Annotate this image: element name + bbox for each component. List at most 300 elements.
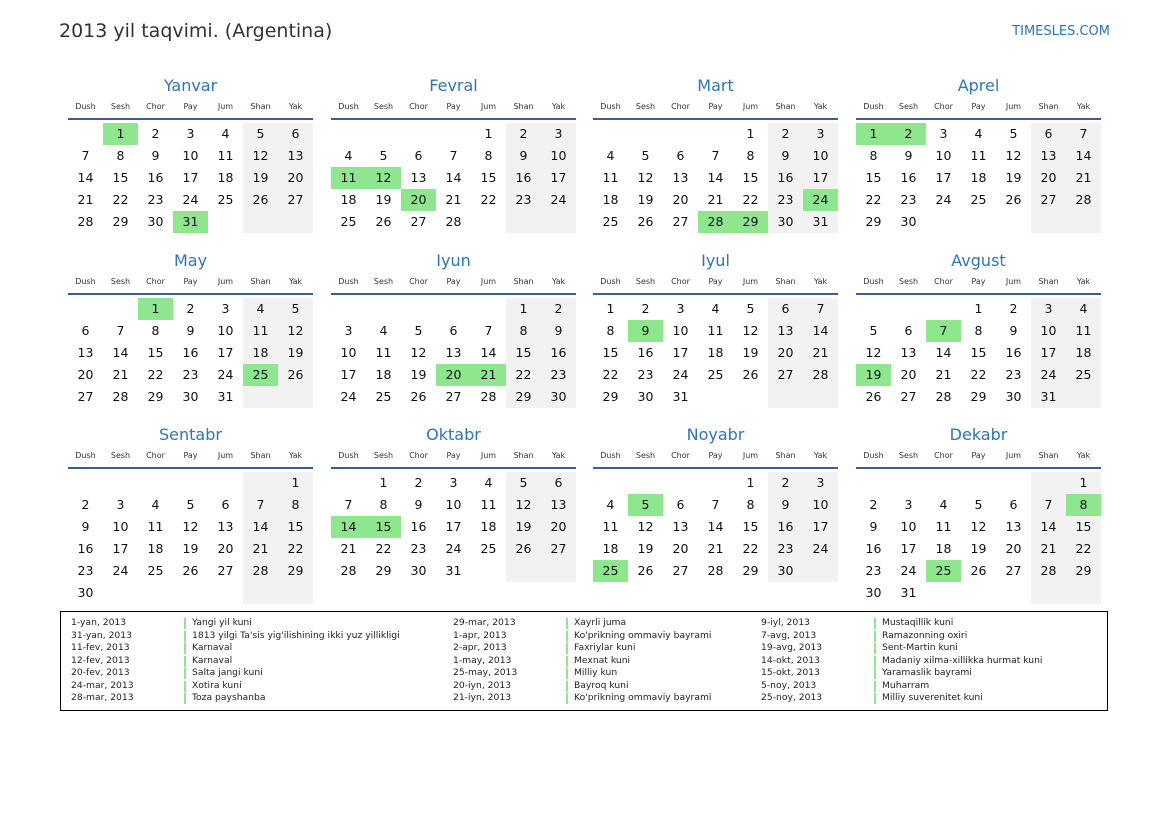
day-cell[interactable]: 27 bbox=[278, 189, 313, 211]
day-cell[interactable]: 20 bbox=[900, 367, 917, 382]
day-cell[interactable]: 23 bbox=[182, 367, 199, 382]
day-cell[interactable]: 9 bbox=[506, 145, 541, 167]
holiday-day-cell[interactable]: 5 bbox=[628, 494, 663, 516]
day-cell[interactable]: 12 bbox=[243, 145, 278, 167]
day-cell[interactable]: 17 bbox=[445, 519, 462, 534]
day-cell[interactable]: 13 bbox=[672, 519, 689, 534]
day-cell[interactable]: 29 bbox=[147, 389, 164, 404]
day-cell[interactable]: 16 bbox=[506, 167, 541, 189]
day-cell[interactable]: 3 bbox=[541, 123, 576, 145]
day-cell[interactable]: 20 bbox=[1031, 167, 1066, 189]
day-cell[interactable]: 21 bbox=[707, 192, 724, 207]
day-cell[interactable]: 3 bbox=[116, 497, 125, 512]
day-cell[interactable]: 30 bbox=[637, 389, 654, 404]
day-cell[interactable]: 2 bbox=[506, 123, 541, 145]
day-cell[interactable]: 28 bbox=[445, 214, 462, 229]
day-cell[interactable]: 27 bbox=[672, 214, 689, 229]
day-cell[interactable]: 10 bbox=[445, 497, 462, 512]
day-cell[interactable]: 17 bbox=[541, 167, 576, 189]
holiday-day-cell[interactable]: 1 bbox=[856, 123, 891, 145]
day-cell[interactable]: 14 bbox=[803, 320, 838, 342]
day-cell[interactable]: 20 bbox=[1005, 541, 1022, 556]
day-cell[interactable]: 27 bbox=[768, 364, 803, 386]
day-cell[interactable]: 21 bbox=[1031, 538, 1066, 560]
day-cell[interactable]: 25 bbox=[217, 192, 234, 207]
day-cell[interactable]: 15 bbox=[480, 170, 497, 185]
day-cell[interactable]: 13 bbox=[541, 494, 576, 516]
day-cell[interactable]: 30 bbox=[147, 214, 164, 229]
day-cell[interactable]: 23 bbox=[900, 192, 917, 207]
day-cell[interactable]: 18 bbox=[602, 541, 619, 556]
day-cell[interactable]: 21 bbox=[803, 342, 838, 364]
day-cell[interactable]: 30 bbox=[77, 585, 94, 600]
day-cell[interactable]: 5 bbox=[186, 497, 195, 512]
day-cell[interactable]: 27 bbox=[410, 214, 427, 229]
day-cell[interactable]: 18 bbox=[602, 192, 619, 207]
day-cell[interactable]: 26 bbox=[865, 389, 882, 404]
holiday-day-cell[interactable]: 21 bbox=[471, 364, 506, 386]
day-cell[interactable]: 7 bbox=[116, 323, 125, 338]
day-cell[interactable]: 26 bbox=[742, 367, 759, 382]
day-cell[interactable]: 14 bbox=[1031, 516, 1066, 538]
day-cell[interactable]: 5 bbox=[1009, 126, 1018, 141]
day-cell[interactable]: 27 bbox=[1031, 189, 1066, 211]
day-cell[interactable]: 18 bbox=[340, 192, 357, 207]
day-cell[interactable]: 5 bbox=[379, 148, 388, 163]
day-cell[interactable]: 13 bbox=[445, 345, 462, 360]
day-cell[interactable]: 29 bbox=[865, 214, 882, 229]
holiday-day-cell[interactable]: 20 bbox=[436, 364, 471, 386]
day-cell[interactable]: 30 bbox=[182, 389, 199, 404]
day-cell[interactable]: 12 bbox=[865, 345, 882, 360]
day-cell[interactable]: 18 bbox=[1066, 342, 1101, 364]
day-cell[interactable]: 26 bbox=[375, 214, 392, 229]
day-cell[interactable]: 3 bbox=[344, 323, 353, 338]
day-cell[interactable]: 30 bbox=[410, 563, 427, 578]
day-cell[interactable]: 12 bbox=[410, 345, 427, 360]
day-cell[interactable]: 17 bbox=[112, 541, 129, 556]
day-cell[interactable]: 16 bbox=[541, 342, 576, 364]
day-cell[interactable]: 14 bbox=[935, 345, 952, 360]
day-cell[interactable]: 8 bbox=[974, 323, 983, 338]
day-cell[interactable]: 28 bbox=[243, 560, 278, 582]
day-cell[interactable]: 4 bbox=[606, 497, 615, 512]
day-cell[interactable]: 21 bbox=[243, 538, 278, 560]
day-cell[interactable]: 11 bbox=[375, 345, 392, 360]
day-cell[interactable]: 26 bbox=[637, 214, 654, 229]
day-cell[interactable]: 16 bbox=[1005, 345, 1022, 360]
day-cell[interactable]: 14 bbox=[480, 345, 497, 360]
day-cell[interactable]: 9 bbox=[81, 519, 90, 534]
holiday-day-cell[interactable]: 12 bbox=[366, 167, 401, 189]
day-cell[interactable]: 3 bbox=[676, 301, 685, 316]
day-cell[interactable]: 22 bbox=[742, 192, 759, 207]
day-cell[interactable]: 5 bbox=[869, 323, 878, 338]
day-cell[interactable]: 15 bbox=[506, 342, 541, 364]
day-cell[interactable]: 17 bbox=[803, 516, 838, 538]
day-cell[interactable]: 13 bbox=[278, 145, 313, 167]
day-cell[interactable]: 12 bbox=[506, 494, 541, 516]
day-cell[interactable]: 4 bbox=[606, 148, 615, 163]
day-cell[interactable]: 2 bbox=[414, 475, 423, 490]
day-cell[interactable]: 28 bbox=[1066, 189, 1101, 211]
day-cell[interactable]: 14 bbox=[1066, 145, 1101, 167]
day-cell[interactable]: 23 bbox=[768, 538, 803, 560]
holiday-day-cell[interactable]: 2 bbox=[891, 123, 926, 145]
day-cell[interactable]: 7 bbox=[484, 323, 493, 338]
day-cell[interactable]: 20 bbox=[217, 541, 234, 556]
day-cell[interactable]: 10 bbox=[541, 145, 576, 167]
day-cell[interactable]: 23 bbox=[506, 189, 541, 211]
day-cell[interactable]: 6 bbox=[541, 472, 576, 494]
day-cell[interactable]: 11 bbox=[147, 519, 164, 534]
day-cell[interactable]: 1 bbox=[746, 126, 755, 141]
day-cell[interactable]: 13 bbox=[217, 519, 234, 534]
day-cell[interactable]: 12 bbox=[182, 519, 199, 534]
day-cell[interactable]: 8 bbox=[506, 320, 541, 342]
day-cell[interactable]: 5 bbox=[278, 298, 313, 320]
day-cell[interactable]: 10 bbox=[1031, 320, 1066, 342]
day-cell[interactable]: 20 bbox=[77, 367, 94, 382]
day-cell[interactable]: 16 bbox=[410, 519, 427, 534]
day-cell[interactable]: 25 bbox=[970, 192, 987, 207]
day-cell[interactable]: 12 bbox=[970, 519, 987, 534]
day-cell[interactable]: 10 bbox=[340, 345, 357, 360]
day-cell[interactable]: 14 bbox=[112, 345, 129, 360]
day-cell[interactable]: 22 bbox=[480, 192, 497, 207]
day-cell[interactable]: 4 bbox=[939, 497, 948, 512]
day-cell[interactable]: 15 bbox=[112, 170, 129, 185]
day-cell[interactable]: 24 bbox=[935, 192, 952, 207]
day-cell[interactable]: 22 bbox=[742, 541, 759, 556]
holiday-day-cell[interactable]: 24 bbox=[803, 189, 838, 211]
day-cell[interactable]: 20 bbox=[672, 541, 689, 556]
day-cell[interactable]: 22 bbox=[602, 367, 619, 382]
day-cell[interactable]: 13 bbox=[768, 320, 803, 342]
day-cell[interactable]: 19 bbox=[375, 192, 392, 207]
day-cell[interactable]: 3 bbox=[449, 475, 458, 490]
day-cell[interactable]: 24 bbox=[217, 367, 234, 382]
day-cell[interactable]: 7 bbox=[1066, 123, 1101, 145]
day-cell[interactable]: 26 bbox=[1005, 192, 1022, 207]
day-cell[interactable]: 22 bbox=[1066, 538, 1101, 560]
day-cell[interactable]: 20 bbox=[541, 516, 576, 538]
day-cell[interactable]: 14 bbox=[707, 170, 724, 185]
day-cell[interactable]: 9 bbox=[904, 148, 913, 163]
holiday-day-cell[interactable]: 11 bbox=[331, 167, 366, 189]
day-cell[interactable]: 31 bbox=[1031, 386, 1066, 408]
day-cell[interactable]: 1 bbox=[606, 301, 615, 316]
day-cell[interactable]: 11 bbox=[602, 519, 619, 534]
day-cell[interactable]: 24 bbox=[900, 563, 917, 578]
day-cell[interactable]: 12 bbox=[278, 320, 313, 342]
day-cell[interactable]: 30 bbox=[768, 211, 803, 233]
day-cell[interactable]: 29 bbox=[742, 563, 759, 578]
day-cell[interactable]: 28 bbox=[77, 214, 94, 229]
day-cell[interactable]: 1 bbox=[746, 475, 755, 490]
day-cell[interactable]: 19 bbox=[1005, 170, 1022, 185]
day-cell[interactable]: 6 bbox=[414, 148, 423, 163]
day-cell[interactable]: 1 bbox=[484, 126, 493, 141]
day-cell[interactable]: 15 bbox=[602, 345, 619, 360]
day-cell[interactable]: 22 bbox=[112, 192, 129, 207]
day-cell[interactable]: 2 bbox=[541, 298, 576, 320]
day-cell[interactable]: 24 bbox=[1031, 364, 1066, 386]
day-cell[interactable]: 2 bbox=[81, 497, 90, 512]
day-cell[interactable]: 7 bbox=[344, 497, 353, 512]
day-cell[interactable]: 16 bbox=[768, 516, 803, 538]
day-cell[interactable]: 31 bbox=[445, 563, 462, 578]
day-cell[interactable]: 27 bbox=[217, 563, 234, 578]
day-cell[interactable]: 8 bbox=[746, 148, 755, 163]
day-cell[interactable]: 29 bbox=[602, 389, 619, 404]
day-cell[interactable]: 3 bbox=[803, 472, 838, 494]
day-cell[interactable]: 9 bbox=[414, 497, 423, 512]
holiday-day-cell[interactable]: 1 bbox=[103, 123, 138, 145]
day-cell[interactable]: 16 bbox=[768, 167, 803, 189]
day-cell[interactable]: 4 bbox=[484, 475, 493, 490]
day-cell[interactable]: 6 bbox=[449, 323, 458, 338]
day-cell[interactable]: 31 bbox=[217, 389, 234, 404]
day-cell[interactable]: 16 bbox=[865, 541, 882, 556]
day-cell[interactable]: 8 bbox=[116, 148, 125, 163]
day-cell[interactable]: 27 bbox=[900, 389, 917, 404]
day-cell[interactable]: 25 bbox=[340, 214, 357, 229]
day-cell[interactable]: 27 bbox=[445, 389, 462, 404]
day-cell[interactable]: 28 bbox=[803, 364, 838, 386]
day-cell[interactable]: 17 bbox=[935, 170, 952, 185]
day-cell[interactable]: 17 bbox=[900, 541, 917, 556]
day-cell[interactable]: 10 bbox=[182, 148, 199, 163]
day-cell[interactable]: 27 bbox=[541, 538, 576, 560]
day-cell[interactable]: 17 bbox=[340, 367, 357, 382]
day-cell[interactable]: 1 bbox=[379, 475, 388, 490]
day-cell[interactable]: 28 bbox=[480, 389, 497, 404]
day-cell[interactable]: 29 bbox=[1066, 560, 1101, 582]
day-cell[interactable]: 8 bbox=[746, 497, 755, 512]
day-cell[interactable]: 29 bbox=[375, 563, 392, 578]
day-cell[interactable]: 22 bbox=[865, 192, 882, 207]
day-cell[interactable]: 22 bbox=[506, 364, 541, 386]
day-cell[interactable]: 9 bbox=[151, 148, 160, 163]
day-cell[interactable]: 16 bbox=[77, 541, 94, 556]
day-cell[interactable]: 2 bbox=[768, 123, 803, 145]
day-cell[interactable]: 22 bbox=[970, 367, 987, 382]
day-cell[interactable]: 23 bbox=[865, 563, 882, 578]
day-cell[interactable]: 10 bbox=[112, 519, 129, 534]
day-cell[interactable]: 25 bbox=[480, 541, 497, 556]
day-cell[interactable]: 18 bbox=[147, 541, 164, 556]
day-cell[interactable]: 11 bbox=[480, 497, 497, 512]
day-cell[interactable]: 7 bbox=[711, 148, 720, 163]
day-cell[interactable]: 2 bbox=[768, 472, 803, 494]
day-cell[interactable]: 14 bbox=[445, 170, 462, 185]
day-cell[interactable]: 28 bbox=[935, 389, 952, 404]
day-cell[interactable]: 19 bbox=[637, 541, 654, 556]
day-cell[interactable]: 8 bbox=[484, 148, 493, 163]
day-cell[interactable]: 17 bbox=[672, 345, 689, 360]
day-cell[interactable]: 7 bbox=[449, 148, 458, 163]
day-cell[interactable]: 21 bbox=[707, 541, 724, 556]
day-cell[interactable]: 26 bbox=[637, 563, 654, 578]
day-cell[interactable]: 28 bbox=[340, 563, 357, 578]
day-cell[interactable]: 18 bbox=[935, 541, 952, 556]
day-cell[interactable]: 14 bbox=[707, 519, 724, 534]
day-cell[interactable]: 6 bbox=[221, 497, 230, 512]
day-cell[interactable]: 24 bbox=[541, 189, 576, 211]
day-cell[interactable]: 9 bbox=[186, 323, 195, 338]
day-cell[interactable]: 5 bbox=[746, 301, 755, 316]
day-cell[interactable]: 25 bbox=[147, 563, 164, 578]
day-cell[interactable]: 17 bbox=[1031, 342, 1066, 364]
day-cell[interactable]: 19 bbox=[637, 192, 654, 207]
day-cell[interactable]: 10 bbox=[672, 323, 689, 338]
day-cell[interactable]: 26 bbox=[243, 189, 278, 211]
holiday-day-cell[interactable]: 8 bbox=[1066, 494, 1101, 516]
day-cell[interactable]: 12 bbox=[637, 519, 654, 534]
day-cell[interactable]: 30 bbox=[865, 585, 882, 600]
day-cell[interactable]: 27 bbox=[1005, 563, 1022, 578]
day-cell[interactable]: 20 bbox=[768, 342, 803, 364]
day-cell[interactable]: 6 bbox=[904, 323, 913, 338]
day-cell[interactable]: 11 bbox=[602, 170, 619, 185]
day-cell[interactable]: 2 bbox=[1009, 301, 1018, 316]
day-cell[interactable]: 30 bbox=[541, 386, 576, 408]
day-cell[interactable]: 19 bbox=[506, 516, 541, 538]
holiday-day-cell[interactable]: 7 bbox=[926, 320, 961, 342]
day-cell[interactable]: 2 bbox=[869, 497, 878, 512]
day-cell[interactable]: 3 bbox=[904, 497, 913, 512]
holiday-day-cell[interactable]: 25 bbox=[926, 560, 961, 582]
day-cell[interactable]: 1 bbox=[278, 472, 313, 494]
day-cell[interactable]: 3 bbox=[1031, 298, 1066, 320]
day-cell[interactable]: 23 bbox=[768, 189, 803, 211]
day-cell[interactable]: 10 bbox=[803, 494, 838, 516]
day-cell[interactable]: 5 bbox=[974, 497, 983, 512]
day-cell[interactable]: 6 bbox=[768, 298, 803, 320]
day-cell[interactable]: 17 bbox=[182, 170, 199, 185]
day-cell[interactable]: 24 bbox=[182, 192, 199, 207]
day-cell[interactable]: 13 bbox=[900, 345, 917, 360]
day-cell[interactable]: 18 bbox=[707, 345, 724, 360]
day-cell[interactable]: 12 bbox=[637, 170, 654, 185]
day-cell[interactable]: 11 bbox=[1066, 320, 1101, 342]
day-cell[interactable]: 15 bbox=[147, 345, 164, 360]
day-cell[interactable]: 27 bbox=[672, 563, 689, 578]
day-cell[interactable]: 5 bbox=[243, 123, 278, 145]
day-cell[interactable]: 10 bbox=[803, 145, 838, 167]
day-cell[interactable]: 29 bbox=[970, 389, 987, 404]
day-cell[interactable]: 25 bbox=[1066, 364, 1101, 386]
day-cell[interactable]: 6 bbox=[676, 148, 685, 163]
day-cell[interactable]: 24 bbox=[112, 563, 129, 578]
day-cell[interactable]: 24 bbox=[340, 389, 357, 404]
day-cell[interactable]: 26 bbox=[410, 389, 427, 404]
day-cell[interactable]: 6 bbox=[1031, 123, 1066, 145]
day-cell[interactable]: 9 bbox=[869, 519, 878, 534]
day-cell[interactable]: 5 bbox=[414, 323, 423, 338]
day-cell[interactable]: 28 bbox=[707, 563, 724, 578]
day-cell[interactable]: 19 bbox=[243, 167, 278, 189]
day-cell[interactable]: 13 bbox=[672, 170, 689, 185]
day-cell[interactable]: 25 bbox=[707, 367, 724, 382]
day-cell[interactable]: 4 bbox=[243, 298, 278, 320]
day-cell[interactable]: 4 bbox=[221, 126, 230, 141]
holiday-day-cell[interactable]: 9 bbox=[628, 320, 663, 342]
day-cell[interactable]: 7 bbox=[711, 497, 720, 512]
day-cell[interactable]: 31 bbox=[900, 585, 917, 600]
day-cell[interactable]: 11 bbox=[970, 148, 987, 163]
day-cell[interactable]: 5 bbox=[641, 148, 650, 163]
day-cell[interactable]: 21 bbox=[77, 192, 94, 207]
day-cell[interactable]: 9 bbox=[1009, 323, 1018, 338]
day-cell[interactable]: 9 bbox=[768, 494, 803, 516]
day-cell[interactable]: 21 bbox=[445, 192, 462, 207]
day-cell[interactable]: 8 bbox=[606, 323, 615, 338]
day-cell[interactable]: 1 bbox=[974, 301, 983, 316]
day-cell[interactable]: 18 bbox=[970, 170, 987, 185]
holiday-day-cell[interactable]: 28 bbox=[698, 211, 733, 233]
day-cell[interactable]: 23 bbox=[77, 563, 94, 578]
day-cell[interactable]: 2 bbox=[186, 301, 195, 316]
day-cell[interactable]: 29 bbox=[278, 560, 313, 582]
day-cell[interactable]: 21 bbox=[112, 367, 129, 382]
day-cell[interactable]: 28 bbox=[1031, 560, 1066, 582]
day-cell[interactable]: 7 bbox=[81, 148, 90, 163]
day-cell[interactable]: 22 bbox=[147, 367, 164, 382]
day-cell[interactable]: 8 bbox=[869, 148, 878, 163]
day-cell[interactable]: 20 bbox=[672, 192, 689, 207]
day-cell[interactable]: 26 bbox=[278, 364, 313, 386]
day-cell[interactable]: 31 bbox=[672, 389, 689, 404]
day-cell[interactable]: 22 bbox=[278, 538, 313, 560]
day-cell[interactable]: 26 bbox=[506, 538, 541, 560]
day-cell[interactable]: 30 bbox=[1005, 389, 1022, 404]
day-cell[interactable]: 23 bbox=[410, 541, 427, 556]
day-cell[interactable]: 28 bbox=[112, 389, 129, 404]
day-cell[interactable]: 25 bbox=[375, 389, 392, 404]
day-cell[interactable]: 4 bbox=[151, 497, 160, 512]
day-cell[interactable]: 15 bbox=[742, 519, 759, 534]
day-cell[interactable]: 13 bbox=[1031, 145, 1066, 167]
day-cell[interactable]: 10 bbox=[935, 148, 952, 163]
day-cell[interactable]: 8 bbox=[278, 494, 313, 516]
day-cell[interactable]: 26 bbox=[182, 563, 199, 578]
day-cell[interactable]: 11 bbox=[243, 320, 278, 342]
holiday-day-cell[interactable]: 1 bbox=[138, 298, 173, 320]
day-cell[interactable]: 9 bbox=[541, 320, 576, 342]
day-cell[interactable]: 13 bbox=[410, 170, 427, 185]
day-cell[interactable]: 18 bbox=[243, 342, 278, 364]
day-cell[interactable]: 17 bbox=[803, 167, 838, 189]
day-cell[interactable]: 7 bbox=[1031, 494, 1066, 516]
day-cell[interactable]: 31 bbox=[803, 211, 838, 233]
day-cell[interactable]: 15 bbox=[970, 345, 987, 360]
day-cell[interactable]: 12 bbox=[742, 323, 759, 338]
site-link[interactable]: TIMESLES.COM bbox=[1012, 24, 1110, 39]
day-cell[interactable]: 24 bbox=[803, 538, 838, 560]
day-cell[interactable]: 12 bbox=[1005, 148, 1022, 163]
day-cell[interactable]: 19 bbox=[278, 342, 313, 364]
day-cell[interactable]: 3 bbox=[186, 126, 195, 141]
day-cell[interactable]: 24 bbox=[445, 541, 462, 556]
day-cell[interactable]: 21 bbox=[340, 541, 357, 556]
day-cell[interactable]: 18 bbox=[217, 170, 234, 185]
day-cell[interactable]: 17 bbox=[217, 345, 234, 360]
day-cell[interactable]: 2 bbox=[151, 126, 160, 141]
day-cell[interactable]: 8 bbox=[379, 497, 388, 512]
holiday-day-cell[interactable]: 19 bbox=[856, 364, 891, 386]
